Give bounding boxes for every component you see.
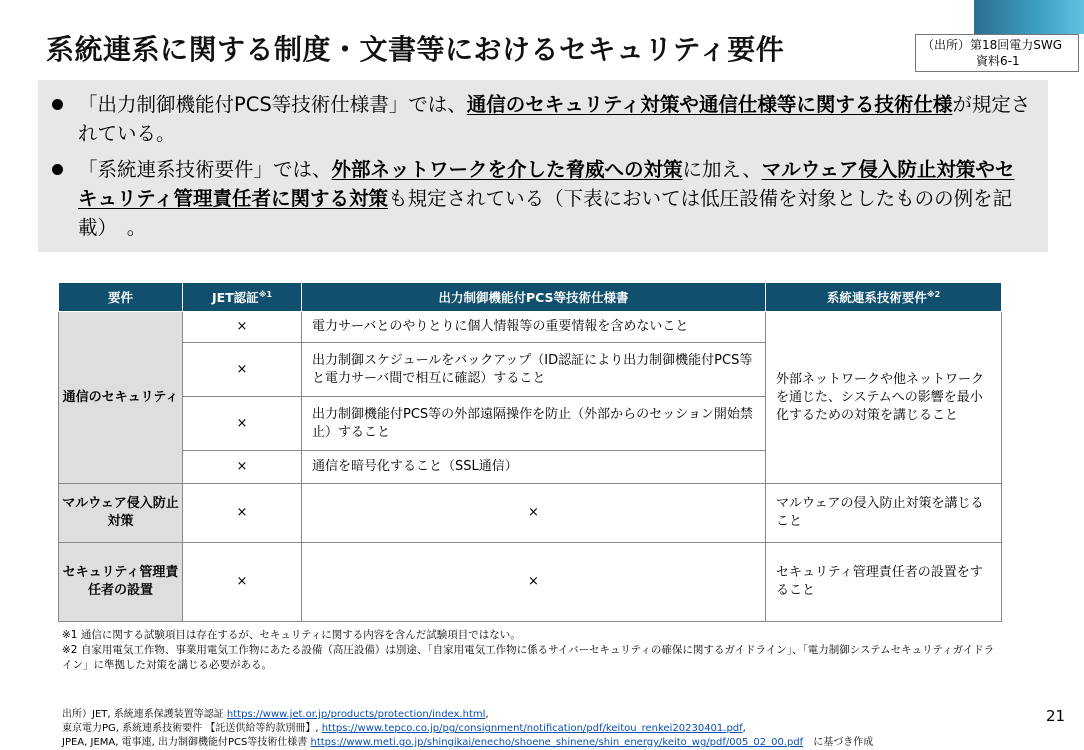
pcs-spec-cell: 電力サーバとのやりとりに個人情報等の重要情報を含めないこと	[302, 312, 766, 343]
meti-link[interactable]: https://www.meti.go.jp/shingikai/enecho/shoene_shinene/shin_energy/keito_wg/pdf/005_02_00.pdf	[310, 737, 804, 748]
category-communication-security: 通信のセキュリティ	[59, 312, 183, 484]
jet-cell: ×	[183, 484, 302, 543]
jet-cell: ×	[183, 397, 302, 451]
jet-cell: ×	[183, 343, 302, 397]
category-security-manager: セキュリティ管理責任者の設置	[59, 543, 183, 622]
header-pcs-spec: 出力制御機能付PCS等技術仕様書	[302, 283, 766, 312]
source-line-1: 出所）JET, 系統連系保護装置等認証 https://www.jet.or.jp/products/protection/index.html,	[62, 709, 489, 720]
table-row	[59, 543, 1002, 622]
bullet-1-pre: 「出力制御機能付PCS等技術仕様書」では、	[78, 93, 467, 116]
footnote-2: ※2 自家用電気工作物、事業用電気工作物にあたる設備（高圧設備）は別途、「自家用電気工作物に係るサイバーセキュリティの確保に関するガイドライン」、「電力制御システムセキュリティガイドライン」に準拠した対策を講じる必要がある。	[62, 644, 995, 671]
source-reference-line2: 資料6-1	[976, 54, 1020, 68]
summary-bullet-1-text	[78, 90, 1032, 148]
jet-cell: ×	[183, 312, 302, 343]
header-requirement: 要件	[59, 283, 183, 312]
pcs-spec-cell: ×	[302, 543, 766, 622]
pcs-spec-cell: 通信を暗号化すること（SSL通信）	[302, 451, 766, 484]
table-row	[59, 484, 1002, 543]
source-line-3: JPEA, JEMA, 電事連, 出力制御機能付PCS等技術仕様書 https://www.meti.go.jp/shingikai/enecho/shoene_shinene/shin_energy/keito_wg/pdf/005_02_00.pdf に基づき作成	[62, 737, 874, 748]
header-grid-footnote-mark: ※2	[926, 289, 941, 299]
jet-link[interactable]: https://www.jet.or.jp/products/protection/index.html	[226, 709, 486, 720]
grid-requirement-cell: 外部ネットワークや他ネットワークを通じた、システムへの影響を最小化するための対策を講じること	[766, 312, 1002, 484]
bullet-dot-icon	[52, 164, 63, 175]
category-malware-prevention: マルウェア侵入防止対策	[59, 484, 183, 543]
bullet-2-post: も規定されている（下表においては低圧設備を対象としたものの例を記載） 。	[78, 187, 1013, 239]
pcs-spec-cell: 出力制御スケジュールをバックアップ（ID認証により出力制御機能付PCS等と電力サーバ間で相互に確認）すること	[302, 343, 766, 397]
grid-requirement-cell: マルウェアの侵入防止対策を講じること	[766, 484, 1002, 543]
source-reference-line1: （出所）第18回電力SWG	[922, 38, 1063, 52]
page-title: 系統連系に関する制度・文書等におけるセキュリティ要件	[46, 33, 785, 66]
bullet-2-emphasis-1: 外部ネットワークを介した脅威への対策	[331, 158, 683, 181]
footnote-1: ※1 通信に関する試験項目は存在するが、セキュリティに関する内容を含んだ試験項目ではない。	[62, 629, 521, 641]
jet-cell: ×	[183, 451, 302, 484]
requirements-table	[58, 282, 1002, 622]
pcs-spec-cell: ×	[302, 484, 766, 543]
bullet-1-post: が規定されている。	[78, 93, 1031, 145]
table-row	[59, 312, 1002, 343]
grid-requirement-cell: セキュリティ管理責任者の設置をすること	[766, 543, 1002, 622]
header-grid-requirements: 系統連系技術要件$^{※2}$	[766, 283, 1002, 312]
corner-accent-bar	[974, 0, 1084, 34]
bullet-2-emphasis-2: マルウェア侵入防止対策やセキュリティ管理責任者に関する対策	[78, 158, 1015, 210]
bullet-2-pre: 「系統連系技術要件」では、	[78, 158, 332, 181]
source-line-2: 東京電力PG, 系統連系技術要件 【託送供給等約款別冊】, https://www.tepco.co.jp/pg/consignment/notification/pdf/keitou_renkei20230401.pdf,	[62, 723, 746, 734]
pcs-spec-cell: 出力制御機能付PCS等の外部遠隔操作を防止（外部からのセッション開始禁止）すること	[302, 397, 766, 451]
source-citations	[62, 708, 1062, 750]
table-header-row	[59, 283, 1002, 312]
header-jet-footnote-mark: ※1	[258, 289, 273, 299]
bullet-dot-icon	[52, 99, 63, 110]
summary-bullet-1	[52, 90, 1032, 148]
bullet-2-mid: に加え、	[682, 158, 762, 181]
tepco-link[interactable]: https://www.tepco.co.jp/pg/consignment/notification/pdf/keitou_renkei20230401.pdf	[321, 723, 743, 734]
bullet-1-emphasis: 通信のセキュリティ対策や通信仕様等に関する技術仕様	[466, 93, 953, 116]
header-jet-certification: JET認証$^{※1}$	[183, 283, 302, 312]
summary-bullet-2-text	[78, 155, 1032, 242]
page-number: 21	[1046, 707, 1066, 725]
summary-bullet-2	[52, 155, 1032, 242]
footnotes	[62, 628, 1002, 673]
jet-cell: ×	[183, 543, 302, 622]
summary-box	[38, 80, 1048, 252]
source-reference-box	[915, 34, 1079, 72]
